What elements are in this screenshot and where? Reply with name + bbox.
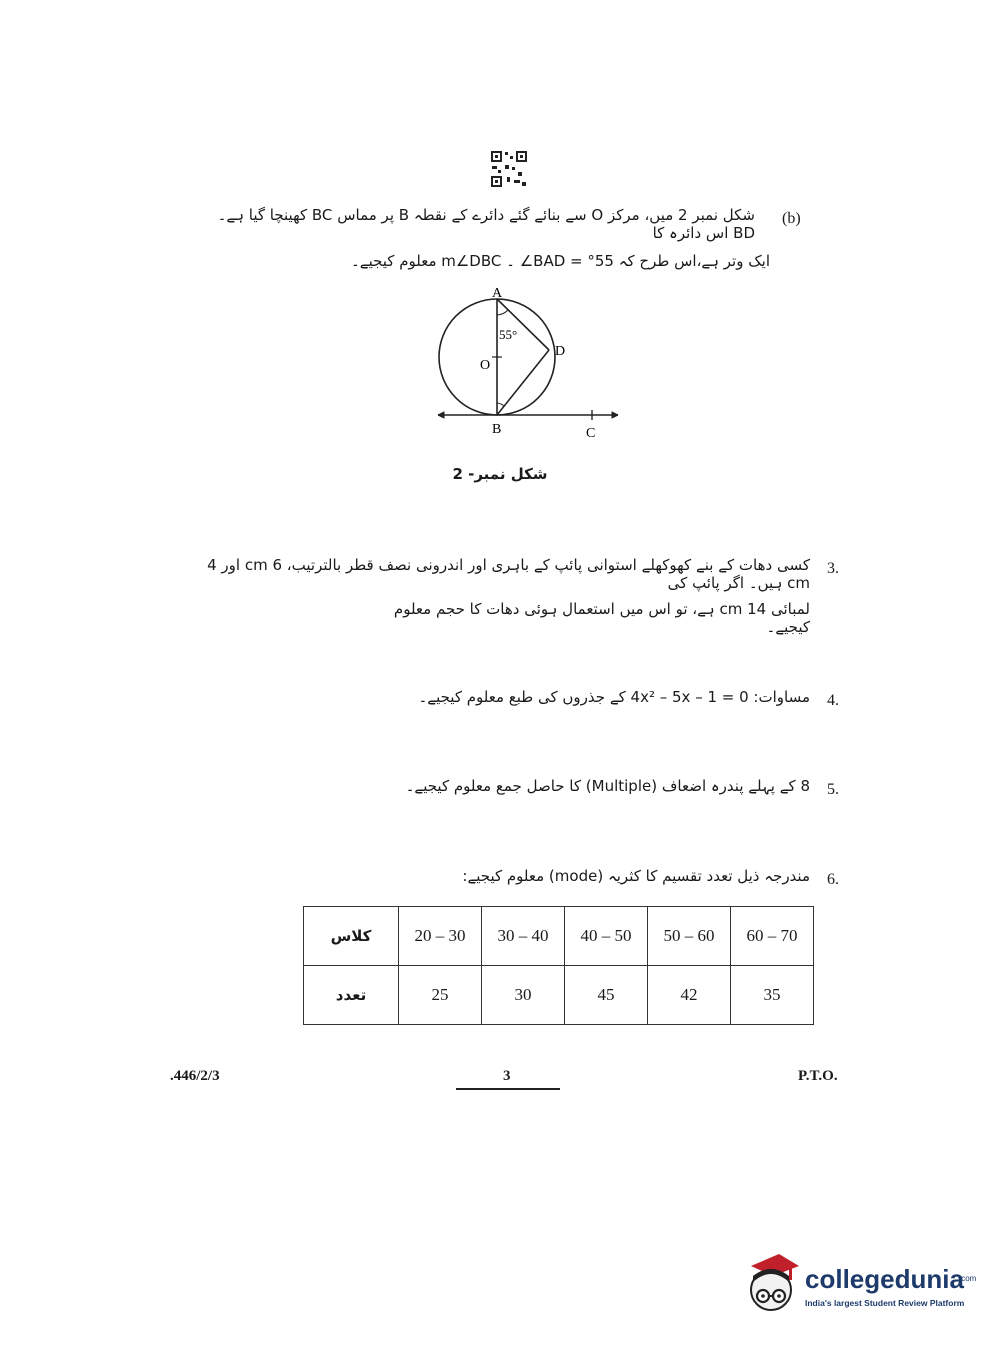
frequency-table bbox=[303, 906, 814, 1025]
logo-tagline: India's largest Student Review Platform bbox=[805, 1298, 965, 1308]
table-cell: 30 bbox=[482, 966, 565, 1025]
table-cell: 35 bbox=[731, 966, 814, 1025]
logo-suffix: .com bbox=[959, 1274, 977, 1283]
table-cell: 45 bbox=[565, 966, 648, 1025]
figure-caption: شکل نمبر- 2 bbox=[452, 465, 548, 483]
q6-text: مندرجہ ذیل تعدد تقسیم کا کثریہ (mode) معلوم کیجیے: bbox=[462, 867, 810, 885]
table-row-frequency bbox=[304, 966, 814, 1025]
table-header-class: کلاس bbox=[304, 907, 399, 966]
table-row-class bbox=[304, 907, 814, 966]
chord-ad bbox=[497, 299, 549, 350]
q4-number: 4. bbox=[827, 692, 839, 709]
paper-code: .446/2/3 bbox=[170, 1068, 220, 1084]
table-header-frequency: تعدد bbox=[304, 966, 399, 1025]
page-number-underline bbox=[456, 1088, 560, 1090]
figure-2-circle-diagram bbox=[430, 285, 630, 445]
label-angle-55: 55° bbox=[499, 327, 518, 342]
page-number: 3 bbox=[503, 1068, 511, 1084]
chord-bd bbox=[497, 350, 549, 415]
table-cell: 20 – 30 bbox=[399, 907, 482, 966]
table-cell: 50 – 60 bbox=[648, 907, 731, 966]
q5-number: 5. bbox=[827, 781, 839, 798]
table-cell: 42 bbox=[648, 966, 731, 1025]
table-cell: 40 – 50 bbox=[565, 907, 648, 966]
table-cell: 60 – 70 bbox=[731, 907, 814, 966]
label-c: C bbox=[586, 426, 596, 441]
q3-line1: کسی دھات کے بنے کھوکھلے استوانی پائپ کے باہری اور اندرونی نصف قطر بالترتیب، 6 cm اور 4 cm ہیں۔ اگر پائپ کی bbox=[207, 556, 810, 592]
label-b: B bbox=[492, 422, 502, 437]
q2b-line2: ایک وتر ہے،اس طرح کہ 55° = BAD∠ ۔ m∠DBC معلوم کیجیے۔ bbox=[350, 252, 770, 270]
table-cell: 25 bbox=[399, 966, 482, 1025]
q6-number: 6. bbox=[827, 871, 839, 888]
collegedunia-logo bbox=[745, 1252, 975, 1322]
mascot-icon bbox=[745, 1252, 801, 1316]
label-a: A bbox=[492, 286, 503, 301]
q2b-line1: شکل نمبر 2 میں، مرکز O سے بنائے گئے دائرے کے نقطہ B پر مماس BC کھینچا گیا ہے۔ BD اس دائرہ کا bbox=[217, 206, 755, 242]
qr-code bbox=[490, 150, 528, 188]
label-o: O bbox=[480, 358, 491, 373]
table-cell: 30 – 40 bbox=[482, 907, 565, 966]
q3-number: 3. bbox=[827, 560, 839, 577]
logo-wordmark: collegedunia bbox=[805, 1264, 964, 1294]
q4-text: مساوات: 4x² – 5x – 1 = 0 کے جذروں کی طبع معلوم کیجیے۔ bbox=[418, 688, 810, 706]
pto-label: P.T.O. bbox=[798, 1068, 838, 1084]
q5-text: 8 کے پہلے پندرہ اضعاف (Multiple) کا حاصل جمع معلوم کیجیے۔ bbox=[405, 777, 810, 795]
q2b-number: (b) bbox=[782, 210, 801, 227]
q3-line2: لمبائی 14 cm ہے، تو اس میں استعمال ہوئی دھات کا حجم معلوم کیجیے۔ bbox=[393, 600, 810, 636]
label-d: D bbox=[555, 344, 566, 359]
